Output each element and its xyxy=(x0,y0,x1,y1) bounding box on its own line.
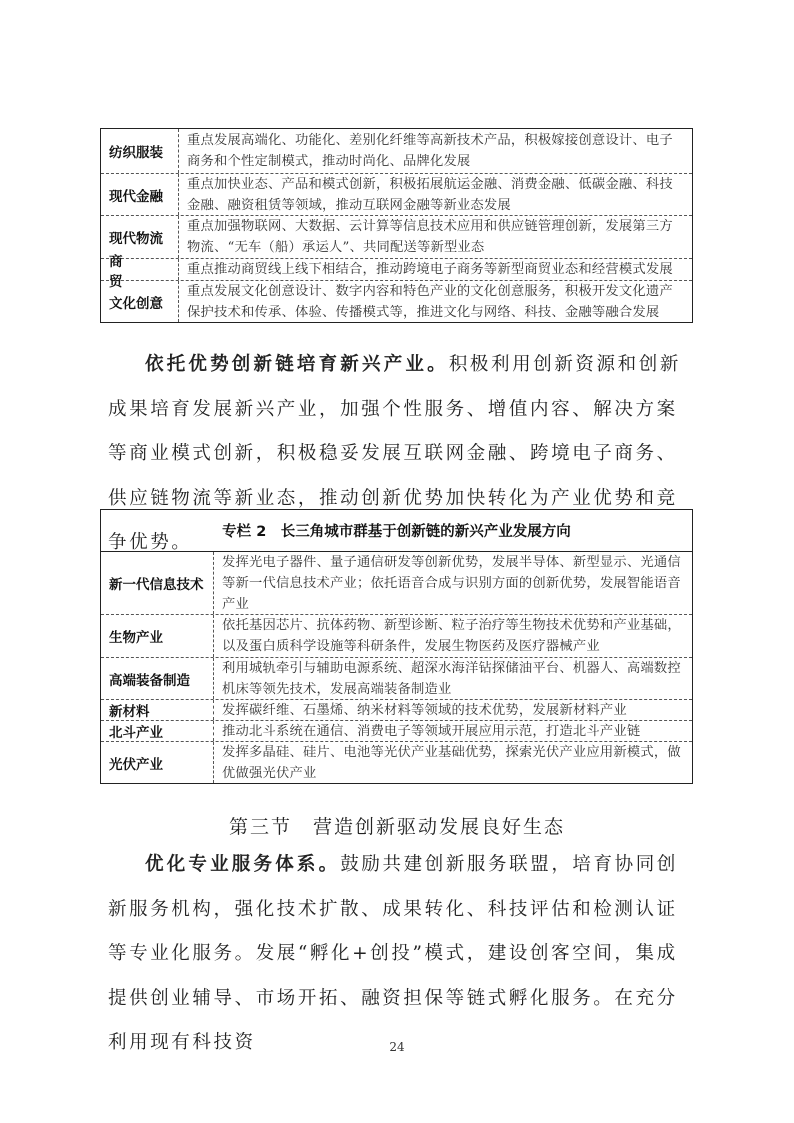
row-label: 新材料 xyxy=(101,700,214,720)
table-row xyxy=(101,614,692,657)
row-text: 发挥光电子器件、量子通信研发等创新优势，发展半导体、新型显示、光通信等新一代信息技术产业；依托语音合成与识别方面的创新优势，发展智能语音产业 xyxy=(222,554,681,612)
paragraph-lead: 优化专业服务体系。 xyxy=(145,854,341,875)
row-text: 重点发展文化创意设计、数字内容和特色产业的文化创意服务，积极开发文化遗产保护技术和传承、体验、传播模式等，推进文化与网络、科技、金融等融合发展 xyxy=(187,283,673,320)
column-box-table xyxy=(100,509,693,784)
row-label: 纺织服装 xyxy=(101,129,179,173)
table-row xyxy=(101,720,692,741)
table-row xyxy=(101,657,692,699)
paragraph-text: 鼓励共建创新服务联盟，培育协同创新服务机构，强化技术扩散、成果转化、科技评估和检测认证等专业化服务。发展“孵化+创投”模式，建设创客空间，集成提供创业辅导、市场开拓、融资担保等链式孵化服务。在充分利用现有科技资 xyxy=(108,854,678,1053)
table-row xyxy=(101,699,692,720)
table-row xyxy=(101,173,692,215)
paragraph-lead: 依托优势创新链培育新兴产业。 xyxy=(145,354,449,375)
row-label: 现代物流 xyxy=(101,216,179,258)
industry-table xyxy=(100,128,693,323)
row-text: 发挥碳纤维、石墨烯、纳米材料等领域的技术优势，发展新材料产业 xyxy=(222,702,627,718)
row-label: 高端装备制造 xyxy=(101,658,214,699)
table-row xyxy=(101,253,692,290)
table-row xyxy=(101,741,692,783)
row-text: 重点发展高端化、功能化、差别化纤维等高新技术产品，积极嫁接创意设计、电子商务和个性定制模式，推动时尚化、品牌化发展 xyxy=(187,133,673,169)
row-label: 生物产业 xyxy=(101,615,214,657)
table-row xyxy=(101,280,692,322)
row-text: 依托基因芯片、抗体药物、新型诊断、粒子治疗等生物技术优势和产业基础，以及蛋白质科学设施等科研条件，发展生物医药及医疗器械产业 xyxy=(222,618,681,654)
row-text: 利用城轨牵引与辅助电源系统、超深水海洋钻探储油平台、机器人、高端数控机床等领先技术，发展高端装备制造业 xyxy=(222,660,681,697)
row-text: 重点推动商贸线上线下相结合，推动跨境电子商务等新型商贸业态和经营模式发展 xyxy=(187,262,673,277)
row-text: 发挥多晶硅、硅片、电池等光伏产业基础优势，探索光伏产业应用新模式，做优做强光伏产业 xyxy=(222,744,681,781)
row-text: 重点加快业态、产品和模式创新，积极拓展航运金融、消费金融、低碳金融、科技金融、融资租赁等领域，推动互联网金融等新业态发展 xyxy=(187,176,673,213)
table-title: 专栏 2 长三角城市群基于创新链的新兴产业发展方向 xyxy=(101,510,692,552)
table-row xyxy=(101,552,692,614)
row-label: 新一代信息技术 xyxy=(101,552,214,614)
row-label: 光伏产业 xyxy=(101,742,214,783)
table-row xyxy=(101,129,692,173)
table-row xyxy=(101,215,692,258)
row-label: 北斗产业 xyxy=(101,721,214,741)
row-text: 重点加强物联网、大数据、云计算等信息技术应用和供应链管理创新，发展第三方物流、“无车（船）承运人”、共同配送等新型业态 xyxy=(187,219,673,255)
body-paragraph xyxy=(108,843,692,1066)
section-heading: 第三节 营造创新驱动发展良好生态 xyxy=(228,816,565,838)
paragraph-text: 积极利用创新资源和创新成果培育发展新兴产业，加强个性服务、增值内容、解决方案等商业模式创新，积极稳妥发展互联网金融、跨境电子商务、供应链物流等新业态，推动创新优势加快转化为产业优势和竞争优势。 xyxy=(108,354,681,553)
page-number: 24 xyxy=(389,1040,405,1054)
row-label: 现代金融 xyxy=(101,174,179,215)
row-label: 文化创意 xyxy=(101,281,179,322)
row-text: 推动北斗系统在通信、消费电子等领域开展应用示范，打造北斗产业链 xyxy=(222,723,641,739)
row-label: 商 贸 xyxy=(101,259,179,280)
